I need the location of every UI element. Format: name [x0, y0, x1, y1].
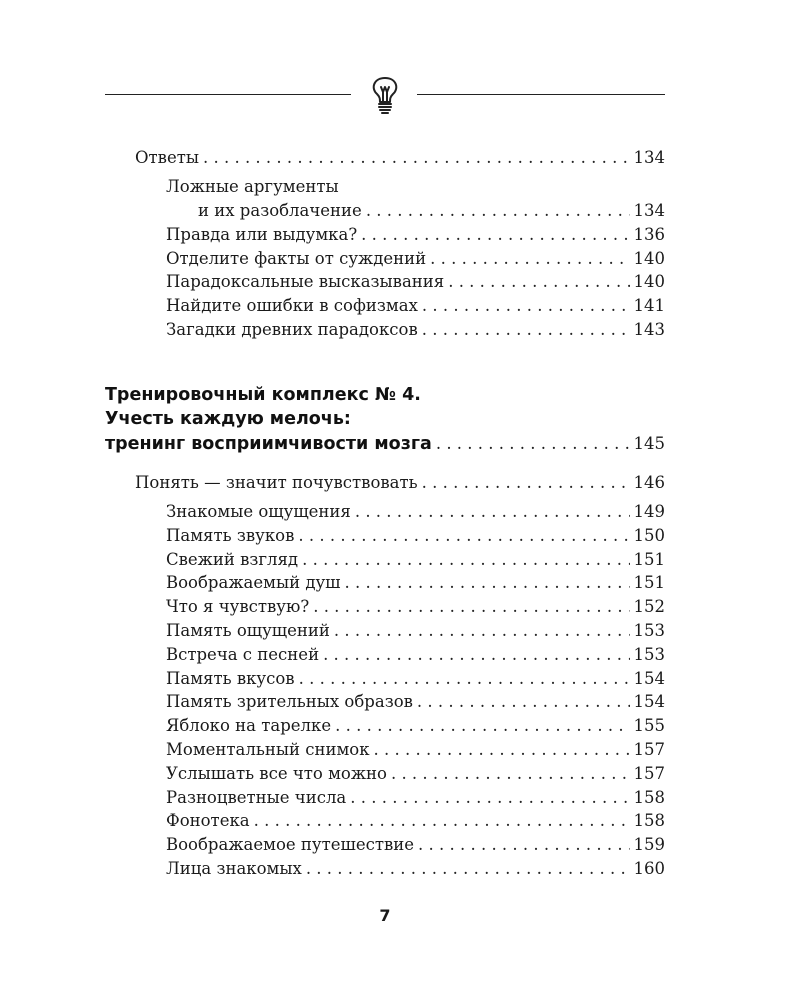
toc-entry — [166, 296, 665, 318]
section-heading-row — [105, 434, 665, 454]
toc-entry — [166, 550, 665, 572]
toc-entry — [166, 692, 665, 714]
toc-entry-title: Отделите факты от суждений — [166, 249, 427, 268]
toc-entry — [166, 526, 665, 548]
ornament-rule-left — [105, 94, 351, 95]
dot-leader — [313, 597, 629, 617]
toc-entry — [166, 811, 665, 833]
toc-entry — [166, 645, 665, 667]
toc-entry-title: Встреча с песней — [166, 644, 320, 664]
toc-entry-page: 134 — [633, 148, 665, 167]
dot-leader — [306, 859, 630, 879]
toc-entry-page: 155 — [633, 716, 665, 736]
toc-entry-title: Понять — значит почувствовать — [135, 473, 418, 492]
toc-entry-page: 153 — [633, 644, 665, 664]
toc-entry-page: 154 — [633, 668, 665, 688]
toc-entry — [166, 272, 665, 294]
dot-leader — [323, 645, 629, 665]
toc-entry — [166, 716, 665, 738]
toc-entry-page: 154 — [633, 692, 665, 712]
toc-entry-page: 146 — [633, 473, 665, 492]
toc-entry-title: Лица знакомых — [166, 859, 302, 878]
toc-entry-title: Память звуков — [166, 525, 295, 545]
dot-leader — [422, 296, 630, 316]
dot-leader — [418, 835, 629, 855]
toc-entry — [166, 788, 665, 810]
ornament-rule-right — [417, 94, 665, 95]
toc-entry-title: Разноцветные числа — [166, 787, 347, 807]
toc-entry — [166, 764, 665, 786]
toc-entry-page: 157 — [633, 740, 665, 759]
dot-leader — [361, 225, 629, 245]
dot-leader — [391, 764, 630, 784]
toc-entry-title: Моментальный снимок — [166, 740, 370, 759]
section-heading-line2: Учесть каждую мелочь: — [105, 409, 351, 429]
toc-entry-title: Свежий взгляд — [166, 549, 299, 569]
toc-entry — [198, 201, 665, 223]
header-ornament — [105, 70, 665, 120]
toc-entry-page: 153 — [633, 621, 665, 640]
toc-entry-page: 140 — [633, 249, 665, 268]
toc-entry-page: 158 — [633, 811, 665, 831]
toc-entry-page: 160 — [633, 859, 665, 878]
toc-entry-page: 136 — [633, 225, 665, 244]
dot-leader — [422, 320, 630, 340]
toc-entry-title: Парадоксальные высказывания — [166, 272, 445, 291]
toc-entry — [166, 669, 665, 691]
toc-entry-page: 158 — [633, 787, 665, 807]
toc-entry — [166, 597, 665, 619]
toc-entry-page: 150 — [633, 525, 665, 545]
toc-entry-page: 141 — [633, 296, 665, 315]
section-heading-line1: Тренировочный комплекс № 4. — [105, 385, 421, 405]
toc-entry-title: Воображаемое путешествие — [166, 835, 415, 855]
toc-entry-page: 149 — [633, 502, 665, 521]
toc-entry-title: Память зрительных образов — [166, 692, 413, 712]
toc-entry-page: 140 — [633, 272, 665, 291]
toc-entry — [166, 573, 665, 595]
dot-leader — [436, 434, 630, 453]
toc-entry-page: 143 — [633, 320, 665, 339]
toc-entry — [166, 740, 665, 762]
toc-entry-title: Память ощущений — [166, 621, 330, 640]
dot-leader — [254, 811, 630, 831]
dot-leader — [366, 201, 630, 221]
section-page: 145 — [633, 434, 665, 453]
toc-entry-title: Память вкусов — [166, 668, 295, 688]
dot-leader — [374, 740, 630, 760]
toc-entry-title: Что я чувствую? — [166, 597, 310, 617]
toc-entry-page: 134 — [633, 201, 665, 220]
toc-entry — [166, 320, 665, 342]
dot-leader — [417, 692, 630, 712]
toc-entry — [166, 249, 665, 271]
section-heading-line3: тренинг восприимчивости мозга — [105, 434, 432, 454]
toc-entry-title: Ложные аргументы — [166, 177, 339, 196]
toc-entry — [166, 859, 665, 881]
toc-entry-page: 151 — [633, 573, 665, 593]
dot-leader — [430, 249, 629, 269]
toc-entry — [166, 835, 665, 857]
toc-entry — [166, 225, 665, 247]
toc-entry — [166, 621, 665, 643]
toc-entry-title: Правда или выдумка? — [166, 225, 358, 244]
lightbulb-icon — [363, 72, 407, 118]
toc-entry-title: Воображаемый душ — [166, 573, 341, 593]
dot-leader — [299, 669, 630, 689]
dot-leader — [422, 473, 630, 493]
toc-entry-title: Фонотека — [166, 811, 250, 831]
toc-entry-page: 152 — [633, 597, 665, 617]
toc-entry-title: и их разоблачение — [198, 201, 362, 220]
toc-entry-page: 157 — [633, 763, 665, 783]
dot-leader — [298, 526, 629, 546]
toc-entry-title: Загадки древних парадоксов — [166, 320, 418, 339]
dot-leader — [448, 272, 629, 292]
toc-entry-title: Знакомые ощущения — [166, 502, 351, 521]
dot-leader — [345, 573, 630, 593]
toc-entry-page: 159 — [633, 835, 665, 855]
toc-entry — [135, 473, 665, 495]
toc-entry-title: Яблоко на тарелке — [166, 716, 332, 736]
dot-leader — [302, 550, 629, 570]
dot-leader — [203, 148, 630, 168]
toc-entry — [166, 502, 665, 524]
toc-entry-title: Услышать все что можно — [166, 763, 387, 783]
dot-leader — [350, 788, 629, 808]
dot-leader — [334, 621, 630, 641]
dot-leader — [335, 716, 629, 736]
toc-entry — [135, 148, 665, 170]
toc-entry-title: Ответы — [135, 148, 199, 167]
toc-entry-page: 151 — [633, 549, 665, 569]
page-number: 7 — [379, 906, 391, 925]
dot-leader — [355, 502, 630, 522]
toc-entry-title: Найдите ошибки в софизмах — [166, 296, 418, 315]
